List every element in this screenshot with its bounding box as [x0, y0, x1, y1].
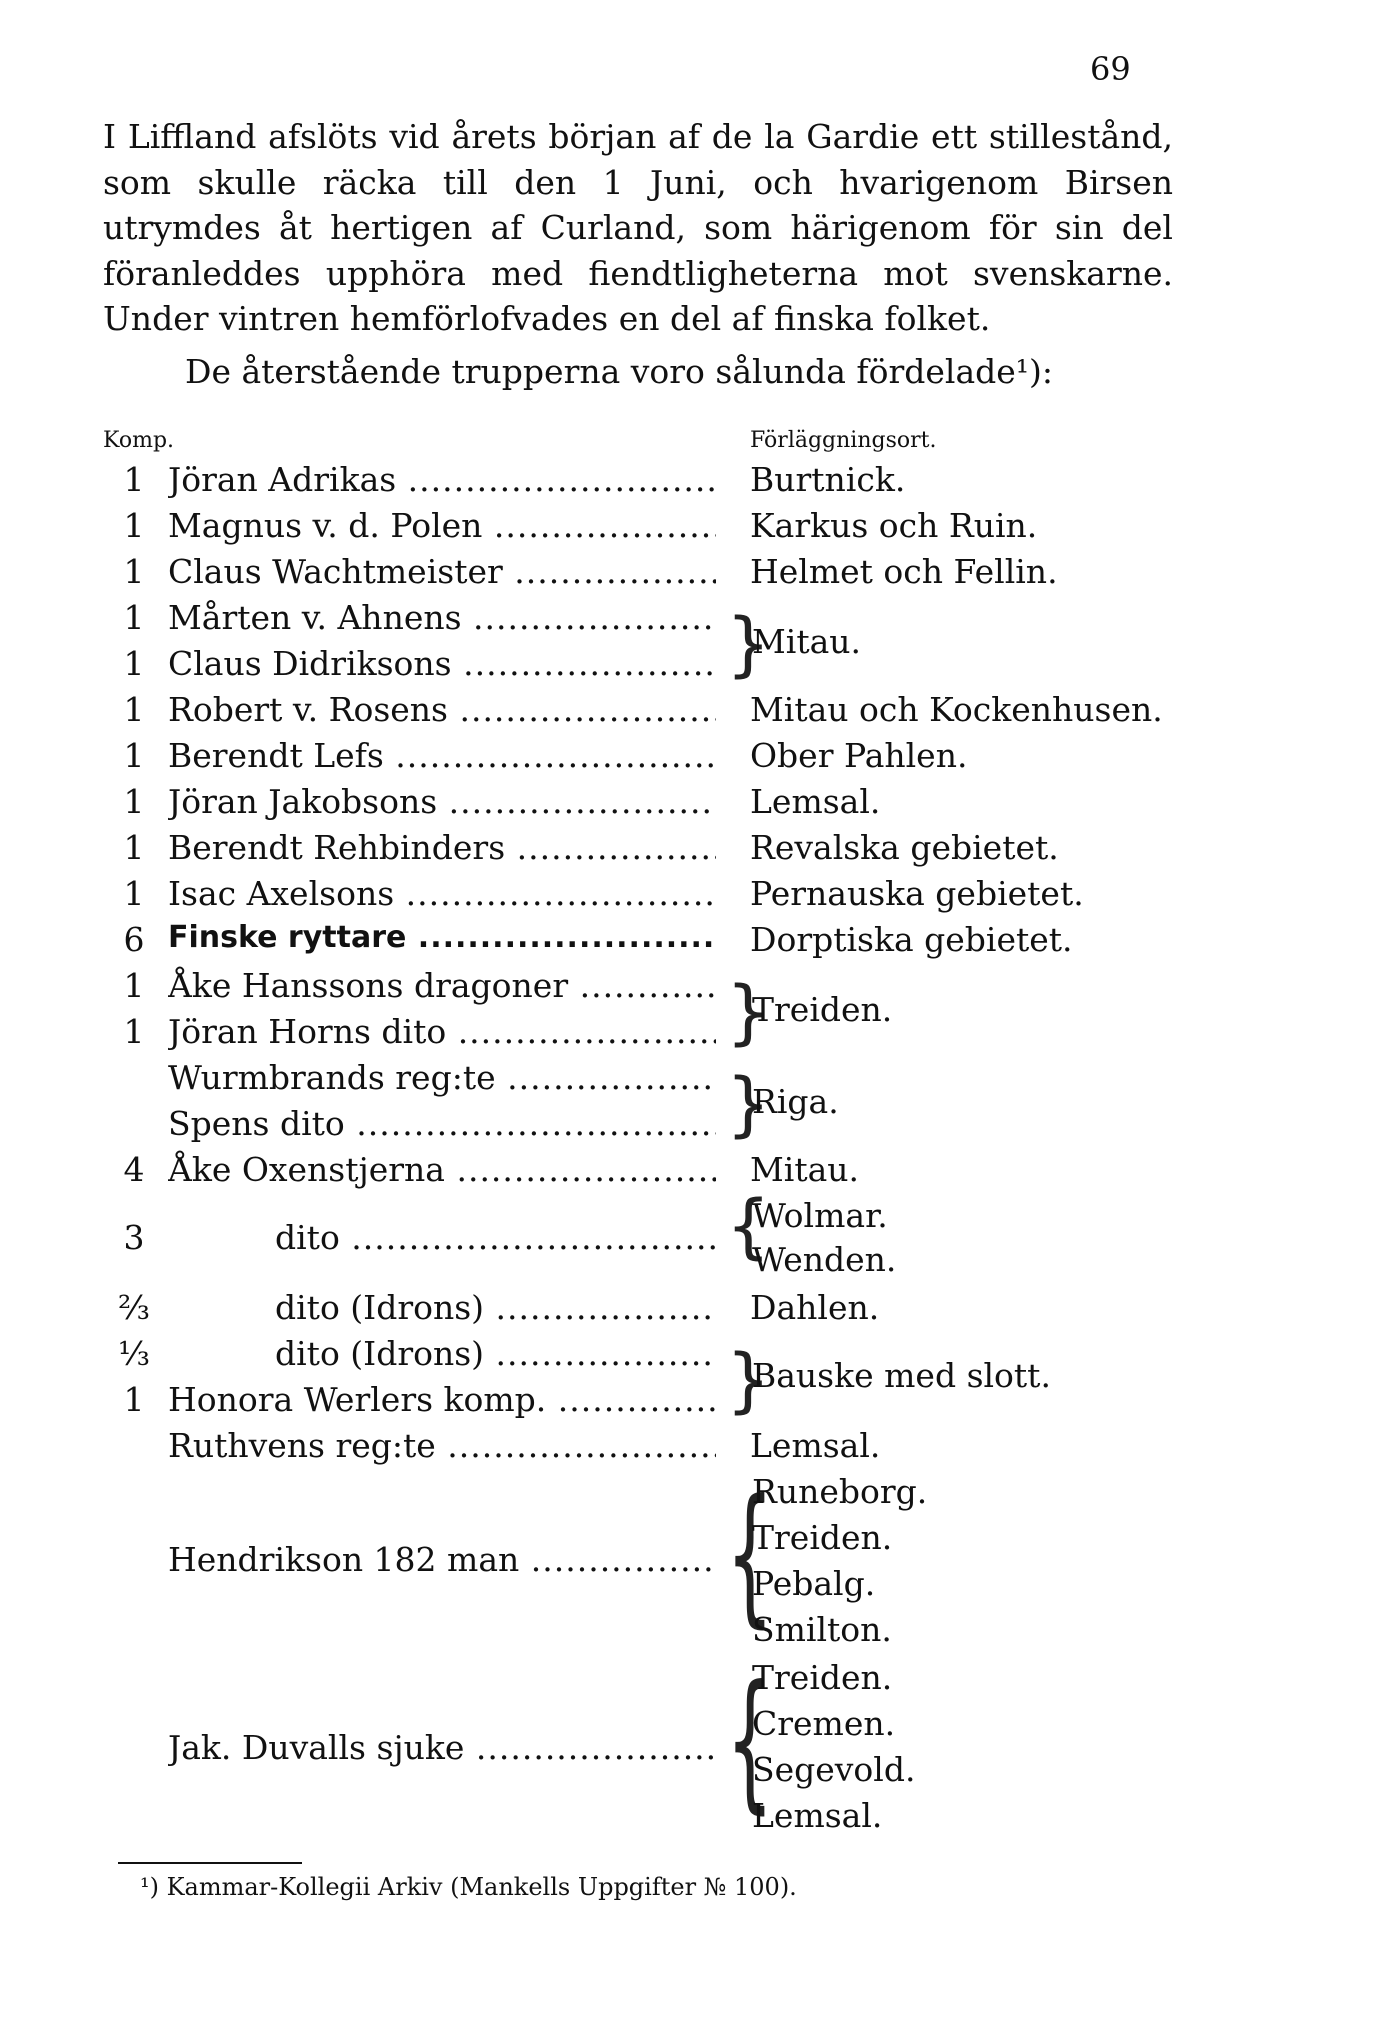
- row-count: 1: [123, 598, 145, 637]
- paragraph-2: De återstående trupperna voro sålunda fördelade¹):: [185, 352, 1053, 391]
- row-place: Mitau och Kockenhusen.: [750, 690, 1163, 729]
- row-name: Jak. Duvalls sjuke .....: [168, 1728, 716, 1767]
- table-row: [0, 1218, 1400, 1262]
- footnote: ¹) Kammar-Kollegii Arkiv (Mankells Uppgifter № 100).: [140, 1873, 797, 1901]
- group-place-duvall-2: Cremen.: [752, 1704, 896, 1743]
- brace-duvall: {: [726, 1654, 774, 1828]
- group-place-bauske: Bauske med slott.: [752, 1356, 1051, 1395]
- row-name: Mårten v. Ahnens .....: [168, 598, 716, 637]
- row-name: Claus Wachtmeister .....: [168, 552, 716, 591]
- table-row: [0, 1426, 1400, 1470]
- footnote-rule: [118, 1862, 302, 1864]
- brace-wolmar: {: [726, 1185, 771, 1267]
- row-place: Dahlen.: [750, 1288, 880, 1327]
- table-row: [0, 1540, 1400, 1584]
- row-count: 1: [123, 690, 145, 729]
- table-row: [0, 598, 1400, 642]
- row-name: Claus Didriksons .....: [168, 644, 716, 683]
- row-place: Helmet och Fellin.: [750, 552, 1058, 591]
- group-place-duvall-1: Treiden.: [752, 1658, 893, 1697]
- brace-mitau: }: [726, 603, 771, 685]
- row-count: 1: [123, 736, 145, 775]
- table-row: [0, 1104, 1400, 1148]
- group-place-hendrikson-3: Pebalg.: [752, 1564, 876, 1603]
- page-number: 69: [1090, 50, 1131, 88]
- row-place: Pernauska gebietet.: [750, 874, 1084, 913]
- row-name: Jöran Horns dito .....: [168, 1012, 716, 1051]
- row-count: 1: [123, 782, 145, 821]
- table-row: [0, 966, 1400, 1010]
- row-count: ⅔: [118, 1288, 150, 1327]
- row-name: Honora Werlers komp. .....: [168, 1380, 716, 1419]
- table-row: [0, 644, 1400, 688]
- header-place: Förläggningsort.: [750, 428, 937, 453]
- table-row: [0, 782, 1400, 826]
- row-name: Robert v. Rosens .....: [168, 690, 716, 729]
- table-row: [0, 552, 1400, 596]
- header-komp: Komp.: [103, 428, 175, 453]
- row-place: Karkus och Ruin.: [750, 506, 1038, 545]
- row-name: dito (Idrons) .....: [275, 1334, 716, 1373]
- row-name: Magnus v. d. Polen .....: [168, 506, 716, 545]
- table-row: [0, 1058, 1400, 1102]
- group-place-hendrikson-2: Treiden.: [752, 1518, 893, 1557]
- row-count: 1: [123, 828, 145, 867]
- row-name: Berendt Lefs .....: [168, 736, 716, 775]
- row-name: Åke Oxenstjerna .....: [168, 1150, 716, 1189]
- row-count: 1: [123, 506, 145, 545]
- row-count: 1: [123, 966, 145, 1005]
- brace-treiden: }: [726, 971, 771, 1053]
- group-place-duvall-4: Lemsal.: [752, 1796, 883, 1835]
- row-count: 1: [123, 1012, 145, 1051]
- row-count: 6: [123, 920, 145, 959]
- table-row: [0, 828, 1400, 872]
- group-place-treiden: Treiden.: [752, 990, 893, 1029]
- table-row: [0, 1728, 1400, 1772]
- table-row: [0, 460, 1400, 504]
- row-place: Ober Pahlen.: [750, 736, 968, 775]
- row-place: Dorptiska gebietet.: [750, 920, 1073, 959]
- row-place: Lemsal.: [750, 1426, 881, 1465]
- row-place: Burtnick.: [750, 460, 906, 499]
- row-name: Hendrikson 182 man .....: [168, 1540, 716, 1579]
- table-row: [0, 1288, 1400, 1332]
- row-place: Revalska gebietet.: [750, 828, 1059, 867]
- row-name: Finske ryttare .....: [168, 920, 716, 955]
- table-row: [0, 1012, 1400, 1056]
- row-name: Ruthvens reg:te .....: [168, 1426, 716, 1465]
- group-place-hendrikson-4: Smilton.: [752, 1610, 892, 1649]
- row-name: Jöran Jakobsons .....: [168, 782, 716, 821]
- brace-riga: }: [726, 1063, 771, 1145]
- row-count: 1: [123, 1380, 145, 1419]
- table-row: [0, 1150, 1400, 1194]
- row-name: Berendt Rehbinders .....: [168, 828, 716, 867]
- row-name: Åke Hanssons dragoner .....: [168, 966, 716, 1005]
- group-place-wolmar: Wolmar.: [752, 1196, 888, 1235]
- group-place-duvall-3: Segevold.: [752, 1750, 916, 1789]
- paragraph-1: I Liffland afslöts vid årets början af de la Gardie ett stillestånd, som skulle räcka till den 1 Juni, och hvarigenom Birsen utrymdes åt hertigen af Curland, som härigenom för sin del föranleddes upphöra med fiendtligheterna mot svenskarne. Under vintren hemförlofvades en del af finska folket.: [103, 117, 1173, 338]
- row-place: Mitau.: [750, 1150, 860, 1189]
- group-place-riga: Riga.: [752, 1082, 839, 1121]
- row-name: dito (Idrons) .....: [275, 1288, 716, 1327]
- table-row: [0, 1380, 1400, 1424]
- row-name: Jöran Adrikas .....: [168, 460, 716, 499]
- table-row: [0, 1334, 1400, 1378]
- group-place-hendrikson-1: Runeborg.: [752, 1472, 928, 1511]
- row-count: 1: [123, 874, 145, 913]
- brace-bauske: }: [726, 1339, 771, 1421]
- row-count: 1: [123, 552, 145, 591]
- row-name: Isac Axelsons .....: [168, 874, 716, 913]
- brace-hendrikson: {: [726, 1468, 774, 1642]
- table-row: [0, 920, 1400, 964]
- row-name: dito .....: [275, 1218, 716, 1257]
- row-count: 1: [123, 644, 145, 683]
- table-row: [0, 874, 1400, 918]
- table-row: [0, 690, 1400, 734]
- group-place-wenden: Wenden.: [752, 1240, 897, 1279]
- row-count: 3: [123, 1218, 145, 1257]
- row-name: Spens dito .....: [168, 1104, 716, 1143]
- row-count: 4: [123, 1150, 145, 1189]
- row-count: 1: [123, 460, 145, 499]
- row-name: Wurmbrands reg:te .....: [168, 1058, 716, 1097]
- table-row: [0, 506, 1400, 550]
- table-row: [0, 736, 1400, 780]
- group-place-mitau: Mitau.: [752, 622, 862, 661]
- row-place: Lemsal.: [750, 782, 881, 821]
- row-count: ⅓: [118, 1334, 150, 1373]
